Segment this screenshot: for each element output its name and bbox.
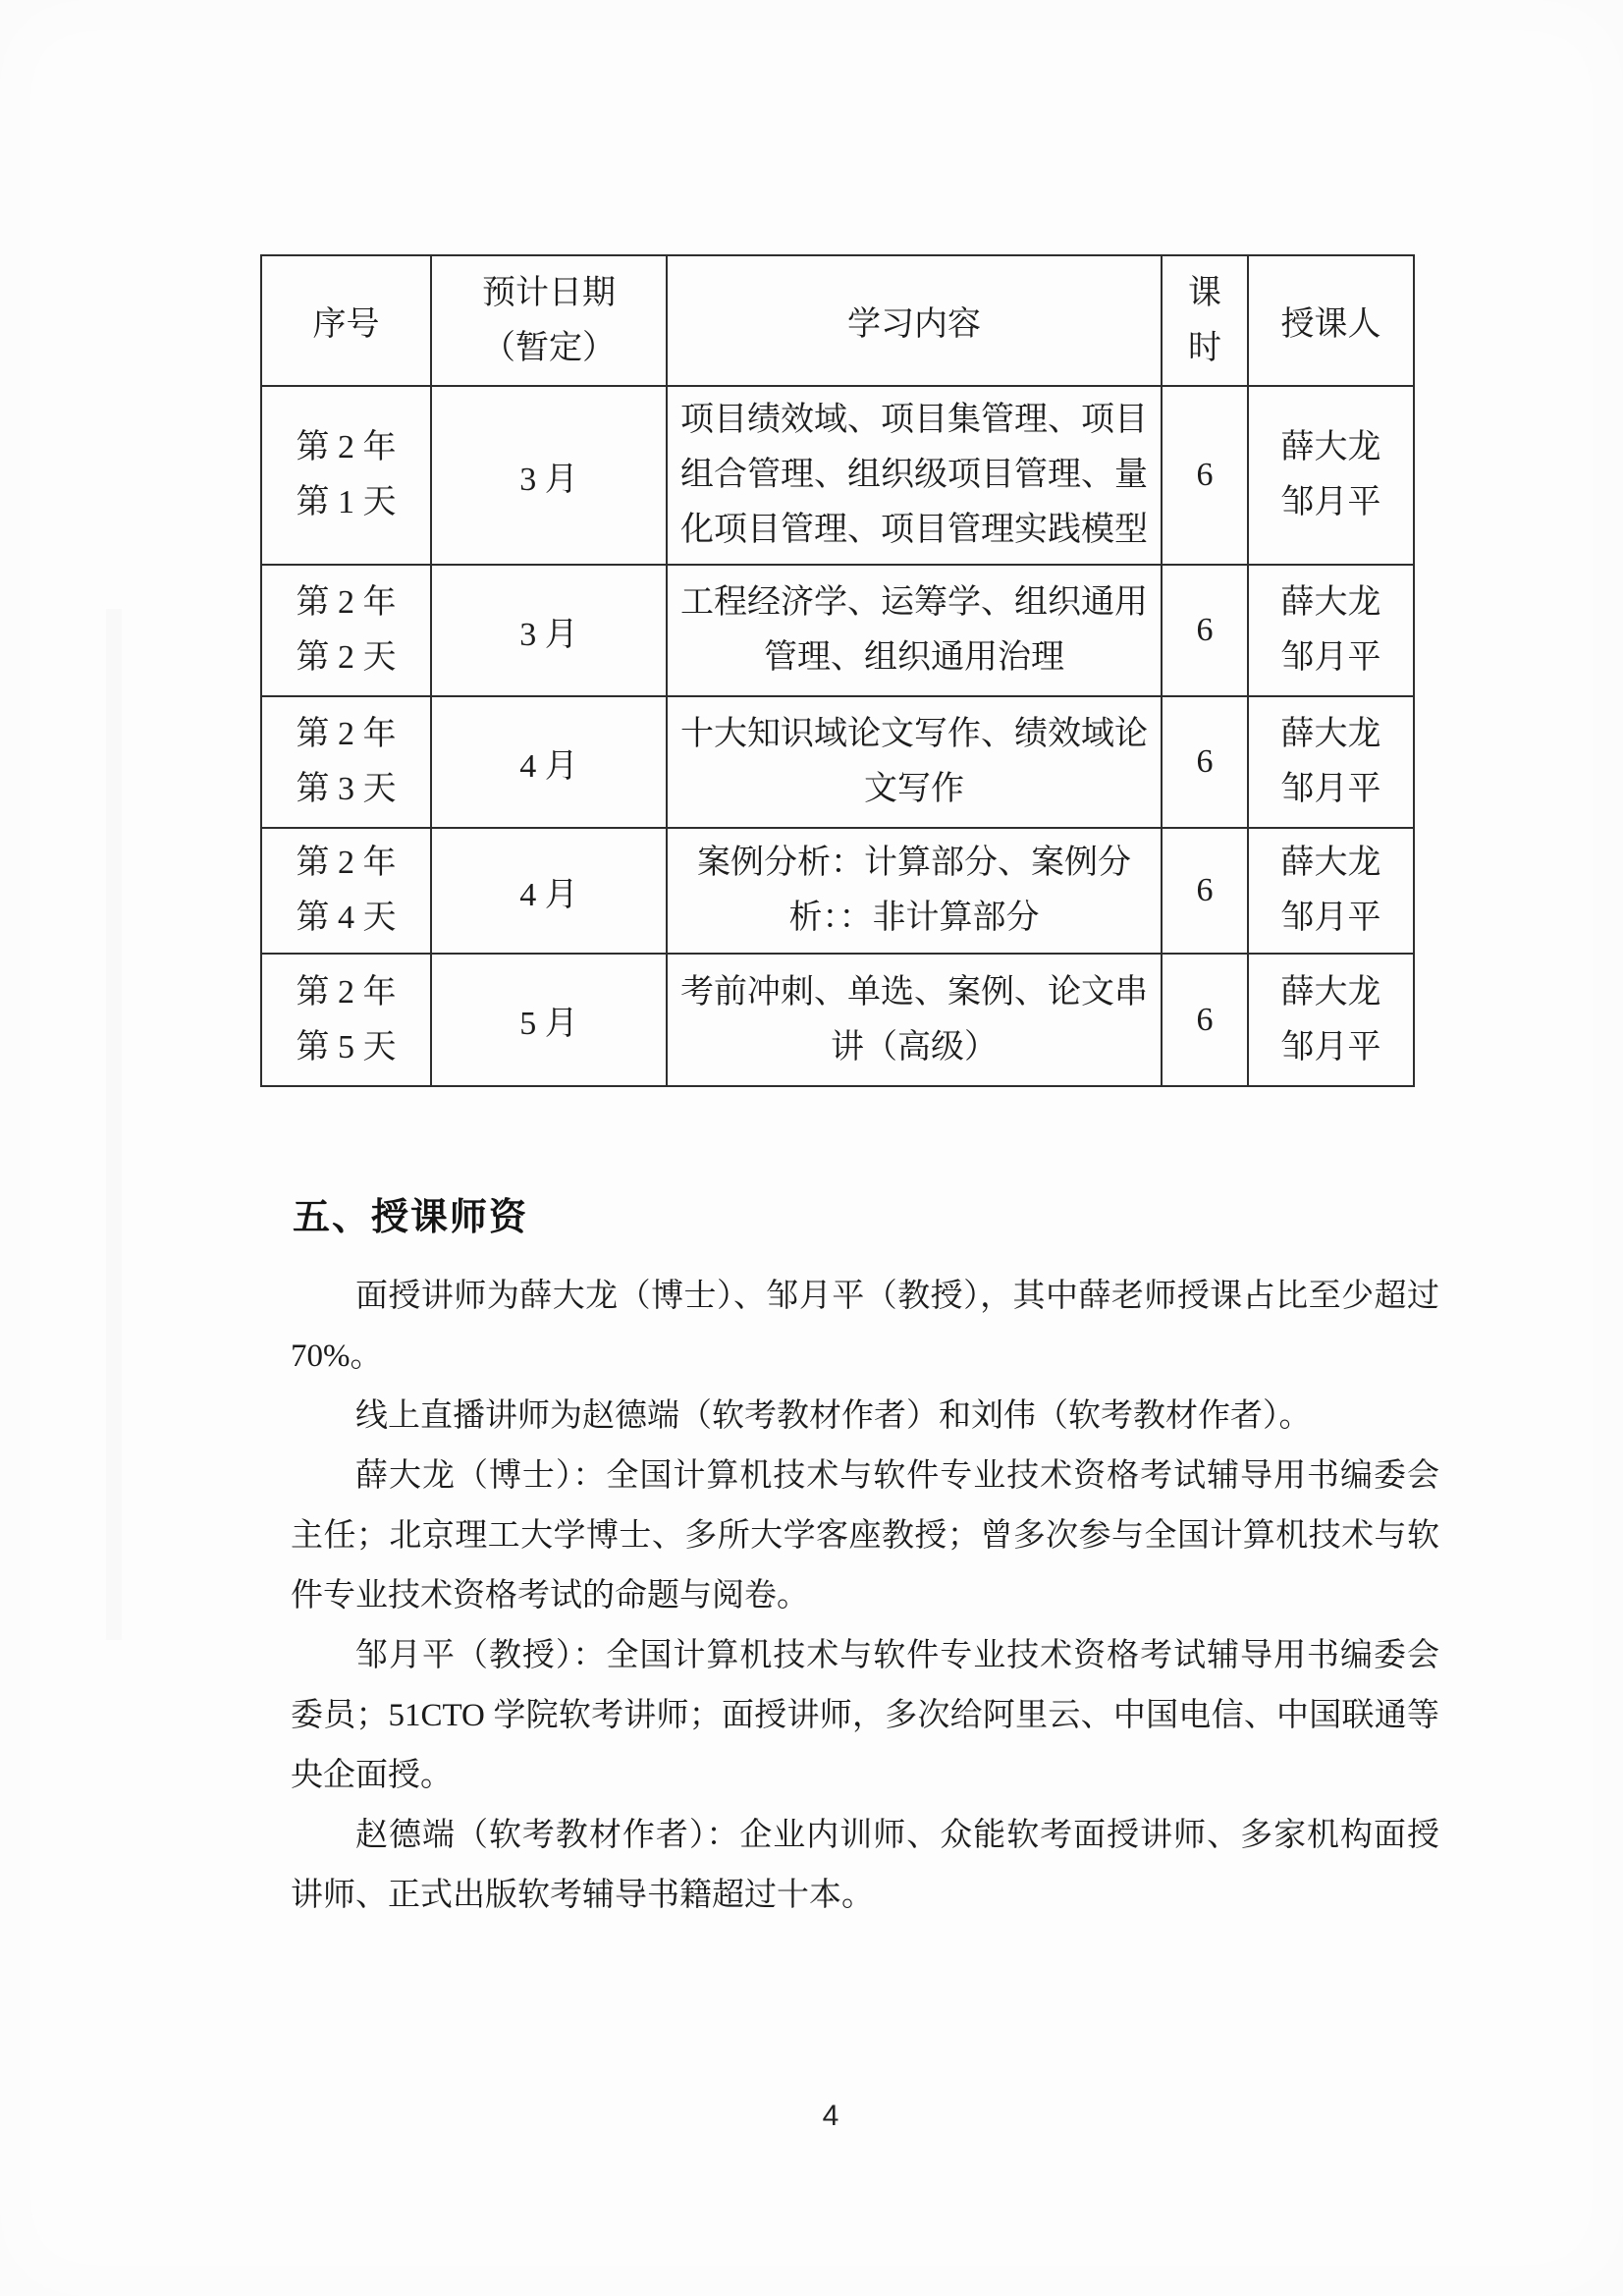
page-number: 4 <box>822 2100 839 2132</box>
seq-line2: 第 3 天 <box>296 771 397 807</box>
cell-content: 项目绩效域、项目集管理、项目组合管理、组织级项目管理、量化项目管理、项目管理实践模型 <box>667 386 1162 565</box>
cell-date: 4 月 <box>431 696 667 828</box>
teacher-line1: 薛大龙 <box>1280 429 1381 465</box>
paragraph-xuedalong-bio: 薛大龙（博士）：全国计算机技术与软件专业技术资格考试辅导用书编委会主任；北京理工大学博士、多所大学客座教授；曾多次参与全国计算机技术与软件专业技术资格考试的命题与阅卷。 <box>291 1458 1439 1613</box>
cell-content: 考前冲刺、单选、案例、论文串讲（高级） <box>667 954 1162 1086</box>
seq-line1: 第 2 年 <box>296 716 397 752</box>
cell-content: 案例分析：计算部分、案例分析：：非计算部分 <box>667 828 1162 954</box>
paragraph-face-to-face-lecturers: 面授讲师为薛大龙（博士）、邹月平（教授），其中薛老师授课占比至少超过 70%。 <box>291 1279 1439 1374</box>
header-cell-date <box>431 255 667 386</box>
cell-hours: 6 <box>1162 828 1248 954</box>
cell-hours: 6 <box>1162 565 1248 696</box>
seq-line1: 第 2 年 <box>296 845 397 881</box>
header-date-line1: 预计日期 <box>482 274 616 311</box>
header-hours-line1: 课 <box>1188 274 1221 311</box>
seq-line2: 第 1 天 <box>296 484 397 520</box>
header-cell-hours <box>1162 255 1248 386</box>
table-row <box>261 954 1414 1086</box>
section-body <box>291 1267 1439 1926</box>
cell-teacher <box>1248 696 1414 828</box>
header-cell-seq: 序号 <box>261 255 431 386</box>
teacher-line2: 邹月平 <box>1280 484 1381 520</box>
teacher-line1: 薛大龙 <box>1280 716 1381 752</box>
seq-line1: 第 2 年 <box>296 584 397 621</box>
table-row <box>261 565 1414 696</box>
header-hours-line2: 时 <box>1188 329 1221 366</box>
cell-seq <box>261 954 431 1086</box>
cell-date: 3 月 <box>431 386 667 565</box>
scan-artifact <box>106 609 122 1640</box>
seq-line1: 第 2 年 <box>296 973 397 1011</box>
header-cell-content: 学习内容 <box>667 255 1162 386</box>
cell-hours: 6 <box>1162 386 1248 565</box>
paragraph-online-lecturers: 线上直播讲师为赵德端（软考教材作者）和刘伟（软考教材作者）。 <box>355 1398 1312 1434</box>
paragraph-zhaodeduan-bio: 赵德端（软考教材作者）：企业内训师、众能软考面授讲师、多家机构面授讲师、正式出版软考辅导书籍超过十本。 <box>291 1818 1439 1913</box>
table-row <box>261 828 1414 954</box>
cell-hours: 6 <box>1162 954 1248 1086</box>
seq-line2: 第 5 天 <box>296 1028 397 1066</box>
table-row <box>261 386 1414 565</box>
cell-date: 3 月 <box>431 565 667 696</box>
table-header-row <box>261 255 1414 386</box>
cell-date: 5 月 <box>431 954 667 1086</box>
cell-teacher <box>1248 565 1414 696</box>
cell-seq <box>261 565 431 696</box>
teacher-line1: 薛大龙 <box>1280 584 1381 621</box>
cell-date: 4 月 <box>431 828 667 954</box>
cell-content: 工程经济学、运筹学、组织通用管理、组织通用治理 <box>667 565 1162 696</box>
header-cell-teacher: 授课人 <box>1248 255 1414 386</box>
table-row <box>261 696 1414 828</box>
paragraph-zouyueping-bio: 邹月平（教授）：全国计算机技术与软件专业技术资格考试辅导用书编委会委员；51CTO 学院软考讲师；面授讲师，多次给阿里云、中国电信、中国联通等央企面授。 <box>291 1638 1439 1793</box>
cell-teacher <box>1248 828 1414 954</box>
seq-line2: 第 4 天 <box>296 900 397 936</box>
cell-seq <box>261 696 431 828</box>
teacher-line2: 邹月平 <box>1280 639 1381 676</box>
teacher-line2: 邹月平 <box>1280 900 1381 936</box>
header-date-line2: （暂定） <box>482 329 616 366</box>
seq-line2: 第 2 天 <box>296 639 397 676</box>
teacher-line1: 薛大龙 <box>1280 845 1381 881</box>
cell-hours: 6 <box>1162 696 1248 828</box>
cell-content: 十大知识域论文写作、绩效域论文写作 <box>667 696 1162 828</box>
cell-teacher <box>1248 954 1414 1086</box>
section-heading: 五、授课师资 <box>293 1197 529 1238</box>
course-schedule-table <box>260 254 1415 1087</box>
cell-seq <box>261 828 431 954</box>
cell-teacher <box>1248 386 1414 565</box>
teacher-line2: 邹月平 <box>1280 771 1381 807</box>
teacher-line2: 邹月平 <box>1280 1028 1381 1066</box>
teacher-line1: 薛大龙 <box>1280 973 1381 1011</box>
seq-line1: 第 2 年 <box>296 429 397 465</box>
cell-seq <box>261 386 431 565</box>
